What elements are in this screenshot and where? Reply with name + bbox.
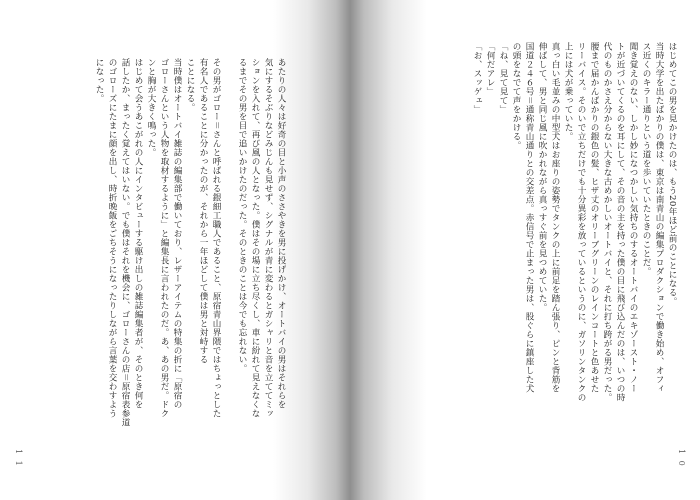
text-column: ションを入れて、再び風の人となった。僕はその場に立ち尽くし、車に紛れて見えなくな (250, 58, 260, 418)
paragraph-break (222, 58, 235, 478)
text-column: るまでその男を目で追いかけたのだった。そのときのことは今でも忘れない。 (237, 58, 247, 373)
text-column: はじめて会うあこがれの人にインタビューする駆け出しの雑誌編集者が、そのとき何を (133, 58, 143, 409)
left-page-number: 1 1 (14, 449, 23, 468)
text-column: 聞き覚えのない、しかし妙になつかしい気持ちのするオートバイのエキゾースト・ノー (628, 42, 638, 393)
text-column: 腰まで届かんばかりの銀色の髪、ヒザ丈のオリーブグリーンのレインコートと色あせた (589, 42, 599, 393)
text-column: 伸ばして、男と同じ風に吹かれながら真っすぐ前を見つめていた。 (537, 42, 547, 312)
right-page-text (470, 42, 678, 462)
text-column: 気にするそぶりなどみじんも見せず、シグナルが青に変わるとガシャリと音を立ててミッ (263, 58, 273, 418)
text-column: 当時大学を出たばかりの僕は、東京は南青山の編集プロダクションで働き始め、オフィ (654, 42, 664, 393)
text-column: あたりの人々は好奇の目と小声のささやきを男に投げかけ、オートバイの男はそれらを (276, 58, 286, 409)
text-column: ことになる。 (185, 58, 195, 112)
text-column: 国道２４６号＝通称青山通りとの交差点。赤信号で止まった男は、股ぐらに鎮座した犬 (524, 42, 534, 393)
text-column: ンと胸が大きく鳴った。 (146, 58, 156, 157)
right-page (350, 0, 700, 500)
text-column: ゴローさんという人物を取材するように」と編集長に言われたのだ。あ、あの男だ。ドク (159, 58, 169, 418)
text-column: ス近くのキラー通りという道を歩いていたときのことだ。 (641, 42, 651, 276)
text-column: 代のものかさえ分からない大きな古めかしいオートバイと、それに打ち跨がる男だった。 (602, 42, 612, 402)
text-column: になった。 (94, 58, 104, 103)
text-column: 真っ白い毛並みの中型犬はお座りの姿勢でタンクの上に前足を踏ん張り、ピンと背筋を (550, 42, 560, 393)
right-page-number: 1 0 (677, 449, 686, 468)
text-column: リーバイス。そのいで立ちだけでも十分異彩を放っているというのに、ガソリンタンクの (576, 42, 586, 402)
text-column: はじめてこの男を見かけたのは、もう20年ほど前のことになる。 (667, 42, 677, 306)
text-column: 有名人であることに分かったのが、それから一年ほどして僕は男と対峙する (198, 58, 208, 364)
text-column: の頭をなでて声をかける。 (511, 42, 521, 150)
text-column: 「何だアレ」 (485, 42, 495, 96)
text-column: 当時僕はオートバイ雑誌の編集部で働いており、レザーアイテムの特集の折に「原宿の (172, 58, 182, 409)
text-column: トが近づいてくるのを耳にして、その音の主を持った僕の目に飛び込んだのは、いつの時 (615, 42, 625, 402)
text-column: 話したか、まったく覚えてはいない。でも僕はそれを機会に、ゴローさんの店＝原宿表参道 (120, 58, 130, 427)
left-page-text (92, 58, 287, 478)
text-column: 「お、スッゲェ」 (472, 42, 482, 114)
text-column: その男がゴロー＝さんと呼ばれる銀細工職人であること、原宿青山界隈ではちょっとした (211, 58, 221, 418)
text-column: のゴローズにたまに顔を出し、時折晩飯をごちそうになったりしながら言葉を交わすよう (107, 58, 117, 418)
text-column: 上には犬が乗っていた。 (563, 42, 573, 141)
text-column: 「ね、見て見て」 (498, 42, 508, 114)
